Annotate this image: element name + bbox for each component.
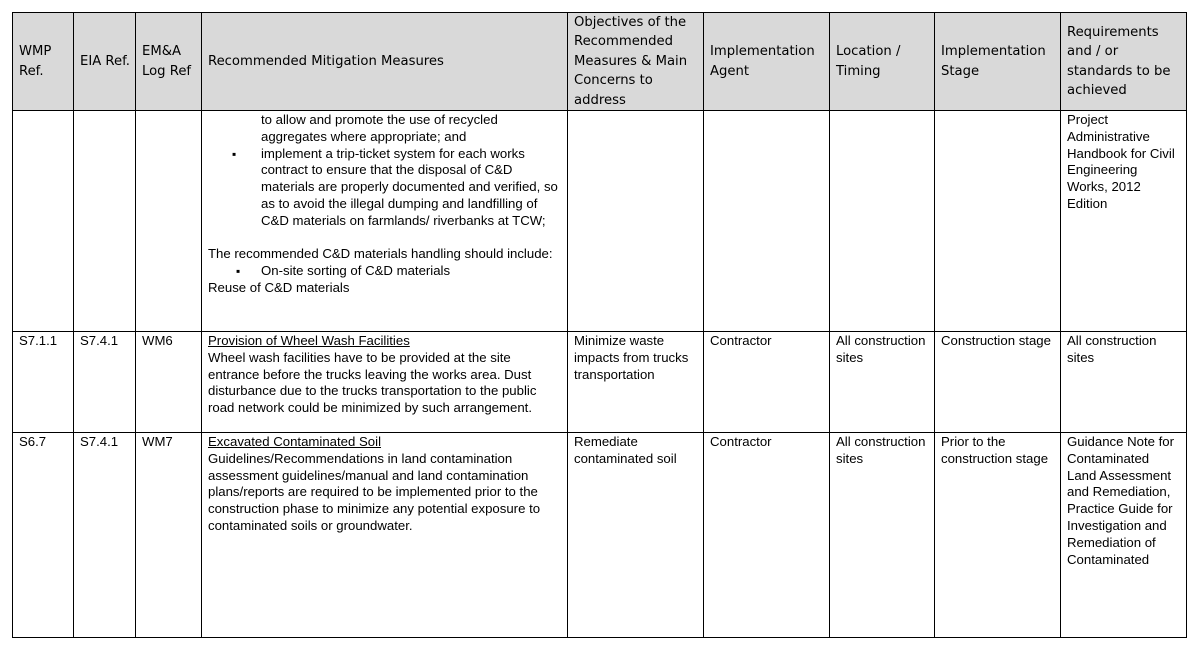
- cell-eia-ref: [74, 111, 136, 332]
- cell-objectives: Remediate contaminated soil: [568, 433, 704, 638]
- cell-requirements: All construction sites: [1061, 332, 1187, 433]
- cell-stage: Construction stage: [935, 332, 1061, 433]
- cell-requirements: Guidance Note for Contaminated Land Assessment and Remediation, Practice Guide for Investigation and Remediation of Contaminated: [1061, 433, 1187, 638]
- header-objectives: Objectives of the Recommended Measures & Main Concerns to address: [568, 13, 704, 111]
- cell-eia-ref: S7.4.1: [74, 332, 136, 433]
- measure-title: Provision of Wheel Wash Facilities: [208, 333, 410, 349]
- cell-ema-log-ref: [136, 111, 202, 332]
- cell-location: All construction sites: [830, 332, 935, 433]
- header-requirements: Requirements and / or standards to be achieved: [1061, 13, 1187, 111]
- table-row-continued: [13, 111, 1187, 332]
- table-header-row: [13, 13, 1187, 111]
- cell-requirements: Project Administrative Handbook for Civil Engineering Works, 2012 Edition: [1061, 111, 1187, 332]
- measure-title: Excavated Contaminated Soil: [208, 434, 382, 450]
- measure-body: Wheel wash facilities have to be provided at the site entrance before the trucks leaving the works area. Dust disturbance due to the trucks transportation to the public road network could be minimized by such arrangement.: [208, 349, 537, 416]
- cell-eia-ref: S7.4.1: [74, 433, 136, 638]
- handling-intro-text: The recommended C&D materials handling should include:: [208, 246, 553, 262]
- cell-agent: Contractor: [704, 433, 830, 638]
- cell-objectives: Minimize waste impacts from trucks transportation: [568, 332, 704, 433]
- cell-location: All construction sites: [830, 433, 935, 638]
- paragraph-gap: [208, 230, 562, 247]
- cell-ema-log-ref: WM7: [136, 433, 202, 638]
- header-ema-log-ref: EM&A Log Ref: [136, 13, 202, 111]
- cell-agent: Contractor: [704, 332, 830, 433]
- header-implementation-stage: Implementation Stage: [935, 13, 1061, 111]
- cell-stage: Prior to the construction stage: [935, 433, 1061, 638]
- header-mitigation-measures: Recommended Mitigation Measures: [202, 13, 568, 111]
- header-eia-ref: EIA Ref.: [74, 13, 136, 111]
- mitigation-measures-table: [12, 12, 1187, 638]
- cell-mitigation-measures: [202, 111, 568, 332]
- measure-body: Guidelines/Recommendations in land contamination assessment guidelines/manual and land contamination plans/reports are required to be implemented prior to the construction phase to minimize any potential exposure to contaminated soils or groundwater.: [208, 450, 541, 534]
- cell-ema-log-ref: WM6: [136, 332, 202, 433]
- cell-mitigation-measures: [202, 332, 568, 433]
- cell-wmp-ref: S6.7: [13, 433, 74, 638]
- bullet-trip-ticket: ▪ implement a trip-ticket system for each works contract to ensure that the disposal of C&D materials are properly documented and verified, so as to avoid the illegal dumping and landfilling of C&D materials on farmlands/ riverbanks at TCW;: [261, 146, 562, 230]
- cell-objectives: [568, 111, 704, 332]
- handling-bullet-list: [208, 263, 562, 280]
- header-wmp-ref: WMP Ref.: [13, 13, 74, 111]
- measures-bullet-list: [208, 112, 562, 230]
- cell-stage: [935, 111, 1061, 332]
- cell-location: [830, 111, 935, 332]
- cell-wmp-ref: [13, 111, 74, 332]
- header-location-timing: Location / Timing: [830, 13, 935, 111]
- cell-wmp-ref: S7.1.1: [13, 332, 74, 433]
- cell-mitigation-measures: [202, 433, 568, 638]
- bullet-onsite-sorting: ▪ On-site sorting of C&D materials: [261, 263, 562, 280]
- table-row: [13, 433, 1187, 638]
- reuse-line-text: Reuse of C&D materials: [208, 280, 350, 295]
- table-row: [13, 332, 1187, 433]
- header-implementation-agent: Implementation Agent: [704, 13, 830, 111]
- bullet-continued-text: to allow and promote the use of recycled aggregates where appropriate; and: [261, 112, 498, 144]
- cell-agent: [704, 111, 830, 332]
